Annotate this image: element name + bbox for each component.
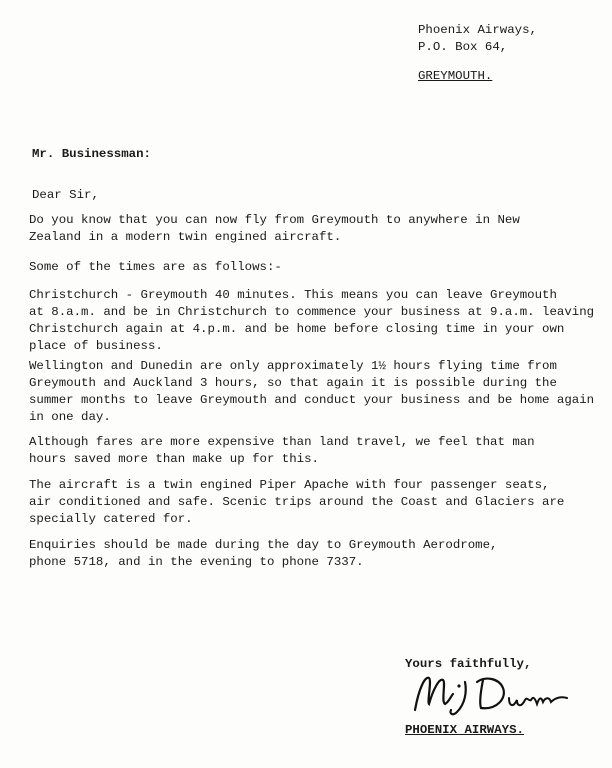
company-name: PHOENIX AIRWAYS. bbox=[405, 723, 524, 737]
paragraph-aircraft: The aircraft is a twin engined Piper Apache with four passenger seats, air conditioned and safe. Scenic trips around the Coast and Glaciers are specially catered for. bbox=[29, 478, 565, 526]
recipient-line: Mr. Businessman: bbox=[32, 147, 151, 161]
sender-box: P.O. Box 64, bbox=[418, 40, 508, 54]
paragraph-wellington: Wellington and Dunedin are only approximately 1½ hours flying time from Greymouth and Auckland 3 hours, so that again it is possible during the summer months to leave Greymouth and conduct your business and be home again in one day. bbox=[29, 359, 595, 424]
sender-address bbox=[418, 22, 537, 85]
closing-line: Yours faithfully, bbox=[405, 657, 532, 671]
paragraph-intro: Do you know that you can now fly from Greymouth to anywhere in New Zealand in a modern twin engined aircraft. bbox=[29, 213, 520, 244]
paragraph-enquiries: Enquiries should be made during the day to Greymouth Aerodrome, phone 5718, and in the evening to phone 7337. bbox=[29, 538, 498, 569]
greeting: Dear Sir, bbox=[32, 188, 99, 202]
sender-town: GREYMOUTH. bbox=[418, 69, 493, 83]
paragraph-times-intro: Some of the times are as follows:- bbox=[29, 260, 282, 274]
sender-name: Phoenix Airways, bbox=[418, 23, 537, 37]
paragraph-fares: Although fares are more expensive than land travel, we feel that man hours saved more than make up for this. bbox=[29, 435, 535, 466]
paragraph-christchurch: Christchurch - Greymouth 40 minutes. This means you can leave Greymouth at 8.a.m. and be in Christchurch to commence your business at 9.a.m. leaving Christchurch again at 4.p.m. and be home before closing time in your own place of business. bbox=[29, 288, 595, 353]
handwritten-signature bbox=[405, 668, 575, 720]
